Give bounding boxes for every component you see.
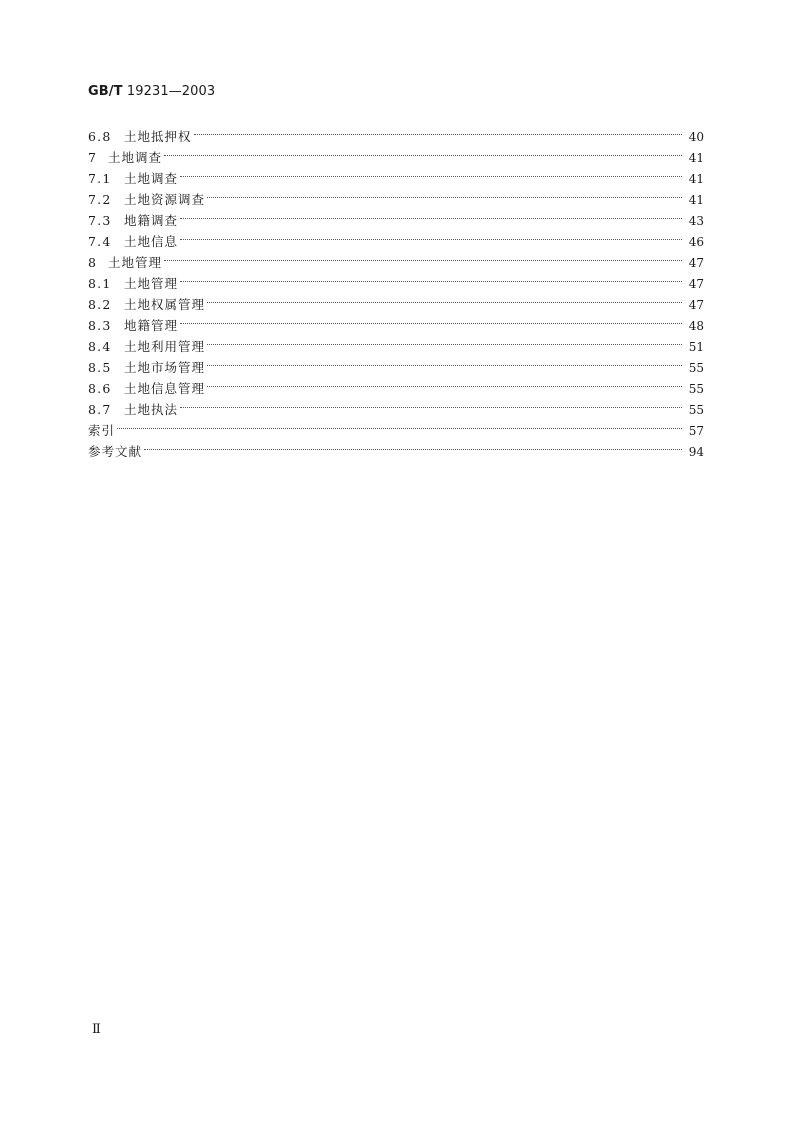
toc-entry-number: 7.1 [88, 171, 112, 186]
toc-entry-page: 94 [688, 445, 704, 459]
toc-entry-title: 土地执法 [124, 402, 179, 417]
toc-entry-title: 索引 [88, 423, 116, 438]
toc-dot-leader [207, 288, 682, 309]
toc-entry-page: 41 [688, 151, 704, 165]
toc-entry-title: 土地管理 [124, 276, 179, 291]
toc-entry[interactable] [88, 393, 704, 417]
toc-entry-page: 43 [688, 214, 704, 228]
toc-entry-title: 土地信息管理 [124, 381, 206, 396]
toc-dot-leader [180, 225, 682, 246]
toc-entry-page: 51 [688, 340, 704, 354]
standard-code-header [88, 84, 215, 99]
toc-dot-leader [180, 309, 682, 330]
toc-dot-leader [180, 267, 682, 288]
toc-entry-title: 土地信息 [124, 234, 179, 249]
toc-entry-number: 7 [88, 150, 98, 165]
toc-entry[interactable] [88, 414, 704, 438]
toc-entry-title: 土地权属管理 [124, 297, 206, 312]
toc-entry-number: 8.1 [88, 276, 112, 291]
toc-entry-page: 41 [688, 172, 704, 186]
toc-entry[interactable] [88, 204, 704, 228]
toc-entry-number: 8 [88, 255, 98, 270]
toc-entry-title: 地籍管理 [124, 318, 179, 333]
toc-entry-title: 参考文献 [88, 444, 143, 459]
toc-entry-number: 7.2 [88, 192, 112, 207]
toc-entry-page: 40 [688, 130, 704, 144]
toc-entry-page: 47 [688, 277, 704, 291]
toc-entry[interactable] [88, 309, 704, 333]
toc-entry-page: 47 [688, 298, 704, 312]
standard-number: 19231—2003 [126, 84, 216, 99]
toc-entry-number: 8.6 [88, 381, 112, 396]
toc-entry-page: 46 [688, 235, 704, 249]
toc-dot-leader [207, 330, 682, 351]
toc-entry[interactable] [88, 225, 704, 249]
page-number: Ⅱ [92, 1022, 101, 1037]
toc-entry[interactable] [88, 120, 704, 144]
toc-dot-leader [207, 351, 682, 372]
toc-entry-page: 57 [688, 424, 704, 438]
standard-prefix: GB/T [88, 84, 123, 99]
toc-entry-title: 土地资源调查 [124, 192, 206, 207]
toc-entry-page: 41 [688, 193, 704, 207]
toc-dot-leader [194, 120, 682, 141]
toc-dot-leader [117, 414, 682, 435]
toc-dot-leader [207, 372, 682, 393]
toc-entry[interactable] [88, 330, 704, 354]
toc-entry-title: 土地利用管理 [124, 339, 206, 354]
toc-entry[interactable] [88, 435, 704, 459]
toc-entry-page: 55 [688, 361, 704, 375]
toc-entry-title: 土地管理 [108, 255, 163, 270]
toc-entry-title: 土地调查 [124, 171, 179, 186]
toc-entry-title: 地籍调查 [124, 213, 179, 228]
toc-dot-leader [207, 183, 682, 204]
toc-entry-number: 8.2 [88, 297, 112, 312]
toc-entry-number: 8.7 [88, 402, 112, 417]
toc-entry[interactable] [88, 162, 704, 186]
toc-dot-leader [144, 435, 682, 456]
toc-dot-leader [180, 162, 682, 183]
toc-dot-leader [180, 204, 682, 225]
toc-entry-page: 47 [688, 256, 704, 270]
toc-dot-leader [180, 393, 682, 414]
toc-entry-number: 8.3 [88, 318, 112, 333]
toc-entry-title: 土地调查 [108, 150, 163, 165]
toc-entry-page: 48 [688, 319, 704, 333]
toc-entry-number: 8.4 [88, 339, 112, 354]
toc-entry[interactable] [88, 141, 704, 165]
toc-entry[interactable] [88, 183, 704, 207]
toc-entry-number: 7.4 [88, 234, 112, 249]
toc-dot-leader [164, 141, 682, 162]
toc-entry-page: 55 [688, 403, 704, 417]
toc-entry-number: 8.5 [88, 360, 112, 375]
toc-entry-page: 55 [688, 382, 704, 396]
toc-entry-title: 土地抵押权 [124, 129, 192, 144]
toc-entry-number: 7.3 [88, 213, 112, 228]
toc-entry-number: 6.8 [88, 129, 112, 144]
toc-entry[interactable] [88, 267, 704, 291]
toc-entry[interactable] [88, 288, 704, 312]
toc-entry-title: 土地市场管理 [124, 360, 206, 375]
toc-dot-leader [164, 246, 682, 267]
table-of-contents [88, 120, 704, 459]
toc-entry[interactable] [88, 246, 704, 270]
